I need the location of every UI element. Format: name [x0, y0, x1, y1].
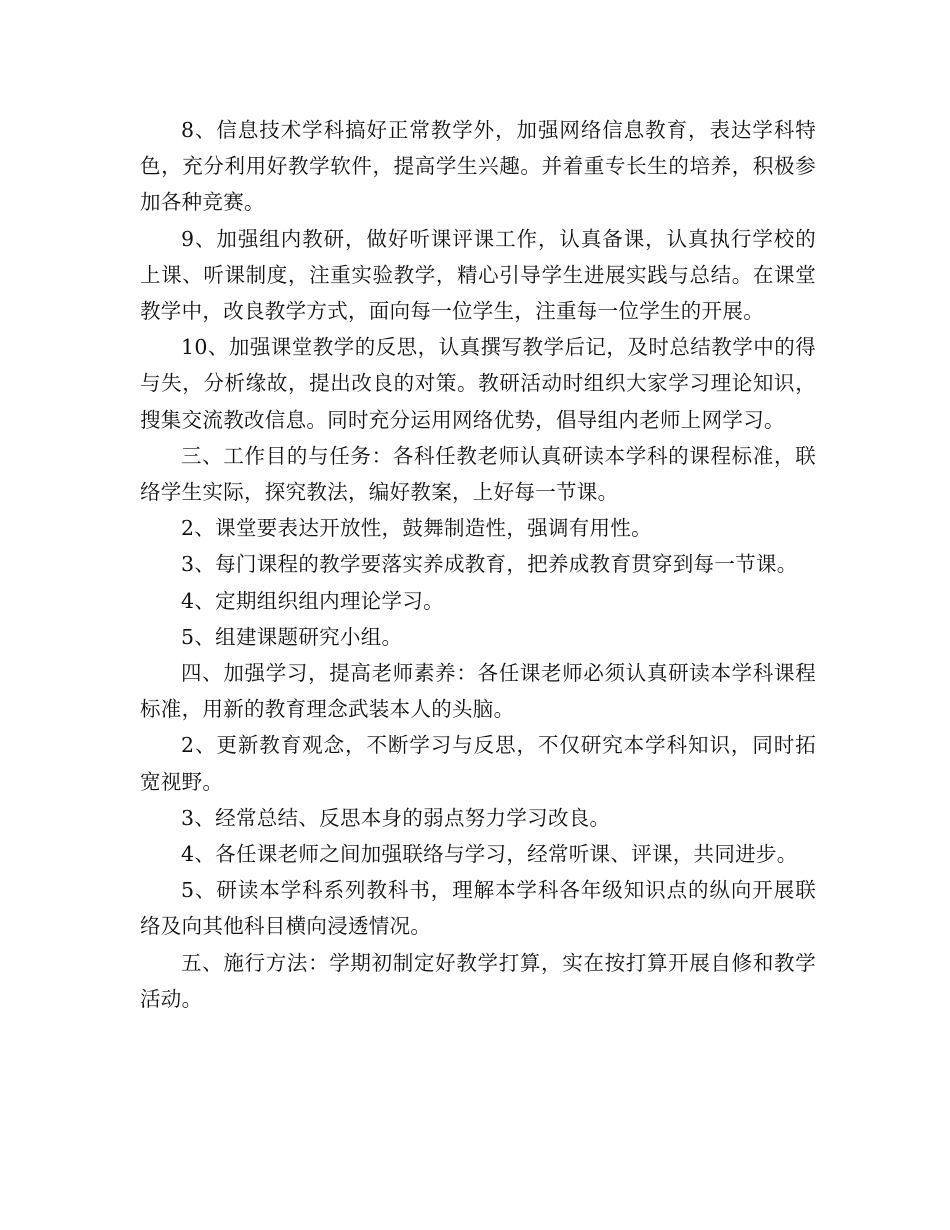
- paragraph-3-3: 3、每门课程的教学要落实养成教育，把养成教育贯穿到每一节课。: [181, 552, 798, 577]
- paragraph-4-2: 2、更新教育观念，不断学习与反思，不仅研究本学科知识，同时拓宽视野。: [140, 733, 816, 794]
- paragraph-10-reflection: 10、加强课堂教学的反思，认真撰写教学后记，及时总结教学中的得与失，分析缘故，提出改良的对策。教研活动时组织大家学习理论知识，搜集交流教改信息。同时充分运用网络优势，倡导组内老师上网学习。: [140, 335, 816, 432]
- paragraph-4-3: 3、经常总结、反思本身的弱点努力学习改良。: [181, 805, 611, 830]
- paragraph-section-5-methods: 五、施行方法：学期初制定好教学打算，实在按打算开展自修和教学活动。: [140, 950, 816, 1011]
- paragraph-3-4: 4、定期组织组内理论学习。: [181, 588, 444, 613]
- document-body: [140, 112, 816, 1017]
- paragraph-section-4-study: 四、加强学习，提高老师素养：各任课老师必须认真研读本学科课程标准，用新的教育理念武装本人的头脑。: [140, 661, 816, 722]
- paragraph-9-group-research: 9、加强组内教研，做好听课评课工作，认真备课，认真执行学校的上课、听课制度，注重实验教学，精心引导学生进展实践与总结。在课堂教学中，改良教学方式，面向每一位学生，注重每一位学生的开展。: [140, 226, 816, 324]
- paragraph-section-3-goals: 三、工作目的与任务：各科任教老师认真研读本学科的课程标准，联络学生实际，探究教法，编好教案，上好每一节课。: [140, 443, 816, 505]
- paragraph-8-it-subject: 8、信息技术学科搞好正常教学外，加强网络信息教育，表达学科特色，充分利用好教学软件，提高学生兴趣。并着重专长生的培养，积极参加各种竞赛。: [140, 118, 816, 215]
- paragraph-3-5: 5、组建课题研究小组。: [181, 624, 403, 649]
- paragraph-4-4: 4、各任课老师之间加强联络与学习，经常听课、评课，共同进步。: [181, 842, 798, 867]
- paragraph-3-2: 2、课堂要表达开放性，鼓舞制造性，强调有用性。: [181, 516, 652, 541]
- paragraph-4-5: 5、研读本学科系列教科书，理解本学科各年级知识点的纵向开展联络及向其他科目横向浸透情况。: [140, 878, 816, 939]
